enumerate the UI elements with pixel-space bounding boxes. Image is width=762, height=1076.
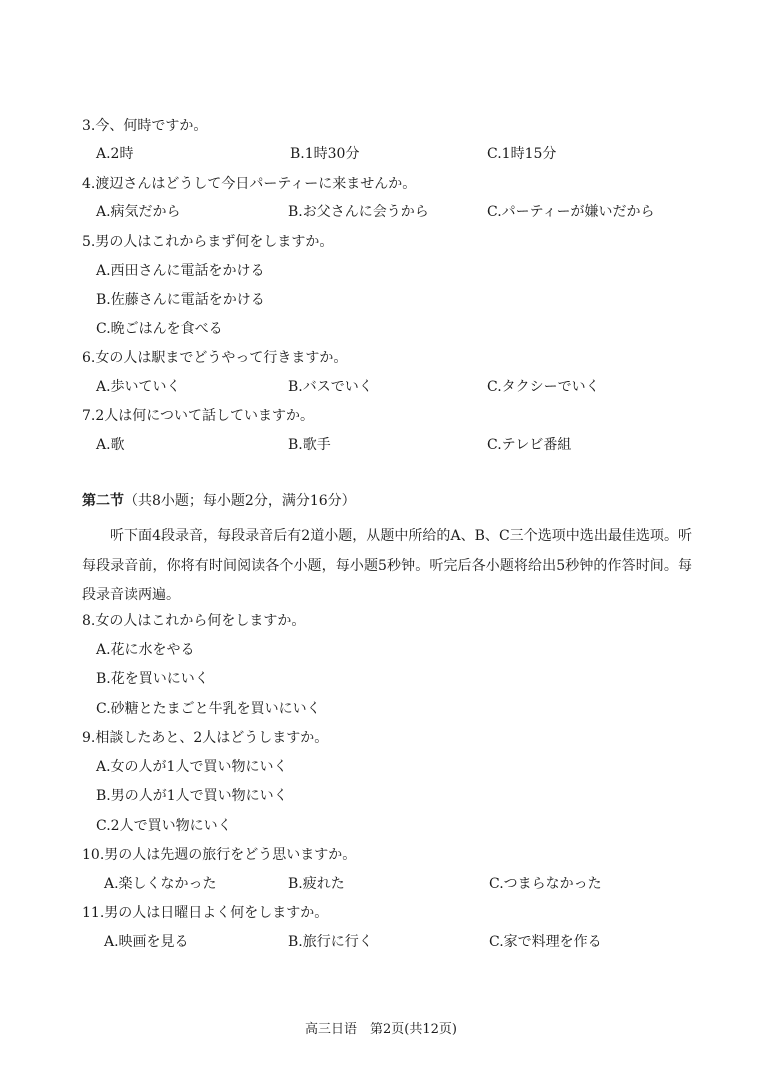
- question-10-option-c: C.つまらなかった: [489, 876, 602, 892]
- question-9-stem: 9.相談したあと、2人はどうしますか。: [82, 730, 329, 746]
- question-5-stem: 5.男の人はこれからまず何をしますか。: [82, 234, 334, 250]
- question-4-option-a: A.病気だから: [96, 204, 181, 220]
- question-11-option-c: C.家で料理を作る: [489, 934, 602, 950]
- section-2-instruction: 听下面4段录音，每段录音后有2道小题，从题中所给的A、B、C三个选项中选出最佳选项。听每段录音前，你将有时间阅读各个小题，每小题5秒钟。听完后各小题将给出5秒钟的作答时间。每段录音读两遍。: [82, 528, 692, 603]
- question-10-stem: 10.男の人は先週の旅行をどう思いますか。: [82, 847, 357, 863]
- question-9-option-a: A.女の人が1人で買い物にいく: [96, 759, 288, 775]
- question-7-option-a: A.歌: [96, 437, 125, 453]
- question-5-option-b: B.佐藤さんに電話をかける: [96, 292, 265, 308]
- question-4-stem: 4.渡辺さんはどうして今日パーティーに来ませんか。: [82, 176, 417, 192]
- question-6-option-a: A.歩いていく: [96, 379, 181, 395]
- question-7-stem: 7.2人は何について話していますか。: [82, 408, 314, 424]
- question-3-option-b: B.1時30分: [290, 146, 360, 162]
- question-11-option-a: A.映画を見る: [104, 934, 189, 950]
- question-8-option-b: B.花を買いにいく: [96, 671, 209, 687]
- question-4-option-c: C.パーティーが嫌いだから: [487, 204, 655, 220]
- question-7-option-c: C.テレビ番組: [487, 437, 572, 453]
- question-9-option-c: C.2人で買い物にいく: [96, 818, 232, 834]
- section-2-title: 第二节: [82, 493, 124, 509]
- question-3-stem: 3.今、何時ですか。: [82, 118, 208, 134]
- section-2-heading: [82, 492, 356, 510]
- question-7-option-b: B.歌手: [288, 437, 331, 453]
- question-11-option-b: B.旅行に行く: [288, 934, 373, 950]
- question-11-stem: 11.男の人は日曜日よく何をしますか。: [82, 905, 329, 921]
- question-10-option-b: B.疲れた: [288, 876, 345, 892]
- question-5-option-a: A.西田さんに電話をかける: [96, 263, 265, 279]
- question-5-option-c: C.晩ごはんを食べる: [96, 321, 223, 337]
- question-4-option-b: B.お父さんに会うから: [288, 204, 429, 220]
- section-2-subtitle: （共8小题；每小题2分，满分16分）: [124, 493, 356, 509]
- question-9-option-b: B.男の人が1人で買い物にいく: [96, 788, 288, 804]
- question-6-stem: 6.女の人は駅までどうやって行きますか。: [82, 350, 348, 366]
- question-3-option-a: A.2時: [96, 146, 134, 162]
- question-3-option-c: C.1時15分: [487, 146, 557, 162]
- question-8-option-c: C.砂糖とたまごと牛乳を買いにいく: [96, 701, 321, 717]
- question-10-option-a: A.楽しくなかった: [104, 876, 217, 892]
- page-footer: 高三日语 第2页(共12页): [305, 1022, 457, 1037]
- question-6-option-b: B.バスでいく: [288, 379, 373, 395]
- question-8-option-a: A.花に水をやる: [96, 642, 195, 658]
- question-8-stem: 8.女の人はこれから何をしますか。: [82, 613, 306, 629]
- question-6-option-c: C.タクシーでいく: [487, 379, 600, 395]
